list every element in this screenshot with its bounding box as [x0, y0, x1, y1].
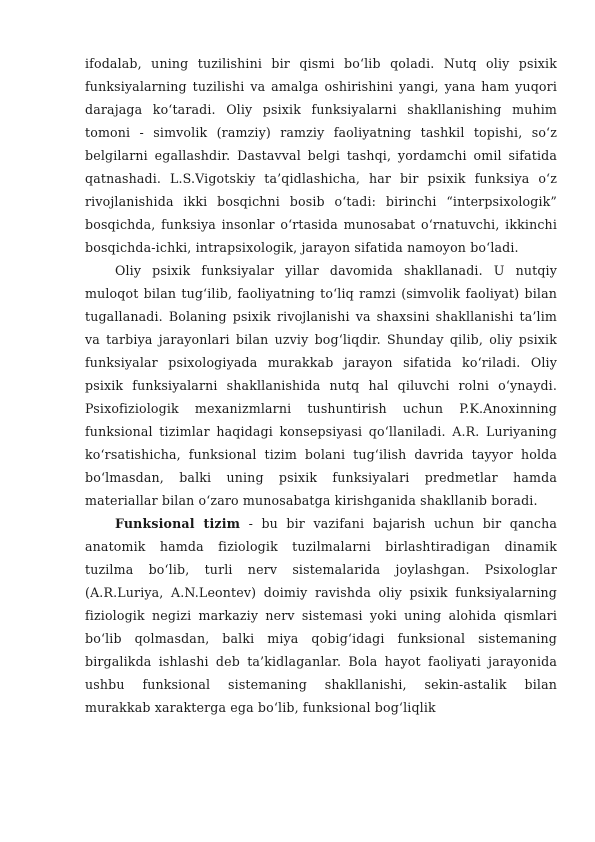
paragraph-funksional-tizim — [85, 512, 557, 719]
term-funksional-tizim: Funksional tizim — [115, 516, 241, 531]
paragraph-funksional-tizim-body: - bu bir vazifani bajarish uchun bir qancha anatomik hamda fiziologik tuzilmalarni birlashtiradigan dinamik tuzilma bo‘lib, turli nerv sistemalarida joylashgan. Psixologlar (A.R.Luriya, A.N.Leontev) doimiy ravishda oliy psixik funksiyalarning fiziologik negizi markaziy nerv sistemasi yoki uning alohida qismlari bo‘lib qolmasdan, balki miya qobig‘idagi funksional sistemaning birgalikda ishlashi deb ta’kidlaganlar. Bola hayot faoliyati jarayonida ushbu funksional sistemaning shakllanishi, sekin-astalik bilan murakkab xarakterga ega bo‘lib, funksional bog‘liqlik — [85, 516, 558, 715]
paragraph-continuation: ifodalab, uning tuzilishini bir qismi bo‘lib qoladi. Nutq oliy psixik funksiyalarning tuzilishi va amalga oshirishini yangi, yana ham yuqori darajaga ko‘taradi. Oliy psixik funksiyalarni shakllanishing muhim tomoni - simvolik (ramziy) ramziy faoliyatning tashkil topishi, so‘z belgilarni egallashdir. Dastavval belgi tashqi, yordamchi omil sifatida qatnashadi. L.S.Vigotskiy ta’qidlashicha, har bir psixik funksiya o‘z rivojlanishida ikki bosqichni bosib o‘tadi: birinchi “interpsixologik” bosqichda, funksiya insonlar o‘rtasida munosabat o‘rnatuvchi, ikkinchi bosqichda-ichki, intrapsixologik, jarayon sifatida namoyon bo‘ladi. — [85, 56, 557, 255]
document-page — [85, 52, 557, 719]
paragraph-oliy-psixik: Oliy psixik funksiyalar yillar davomida shakllanadi. U nutqiy muloqot bilan tug‘ilib, faoliyatning to‘liq ramzi (simvolik faoliyat) bilan tugallanadi. Bolaning psixik rivojlanishi va shaxsini shakllanishi ta’lim va tarbiya jarayonlari bilan uzviy bog‘liqdir. Shunday qilib, oliy psixik funksiyalar psixologiyada murakkab jarayon sifatida ko‘riladi. Oliy psixik funksiyalarni shakllanishida nutq hal qiluvchi rolni o‘ynaydi. Psixofiziologik mexanizmlarni tushuntirish uchun P.K.Anoxinning funksional tizimlar haqidagi konsepsiyasi qo‘llaniladi. A.R. Luriyaning ko‘rsatishicha, funksional tizim bolani tug‘ilish davrida tayyor holda bo‘lmasdan, balki uning psixik funksiyalari predmetlar hamda materiallar bilan o‘zaro munosabatga kirishganida shakllanib boradi. — [85, 263, 557, 508]
